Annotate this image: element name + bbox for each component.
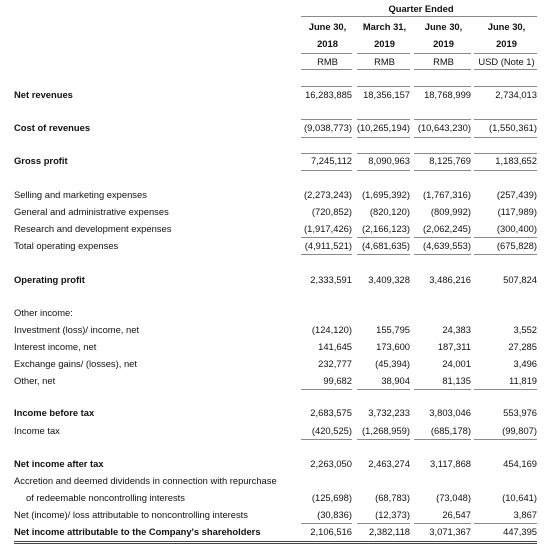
row-value: (1,767,316) <box>423 189 471 200</box>
row-value: 99,682 <box>323 375 352 386</box>
column-rule <box>414 237 471 238</box>
column-rule <box>474 254 537 255</box>
row-value: 3,117,868 <box>429 458 471 469</box>
row-label: Cost of revenues <box>14 122 91 133</box>
row-value: (257,439) <box>496 189 537 200</box>
row-value: 553,976 <box>503 407 537 418</box>
row-value: (125,698) <box>311 492 352 503</box>
column-header-unit: RMB <box>433 56 454 67</box>
column-rule <box>414 389 471 390</box>
column-header-rule <box>357 69 410 70</box>
row-value: 3,496 <box>513 358 537 369</box>
column-rule <box>357 137 410 138</box>
column-header-rule <box>301 53 352 54</box>
row-value: 8,090,963 <box>368 155 410 166</box>
row-value: 141,645 <box>318 341 352 352</box>
column-rule <box>301 389 352 390</box>
row-value: (420,525) <box>311 425 352 436</box>
row-value: (820,120) <box>369 206 410 217</box>
column-header-unit: RMB <box>374 56 395 67</box>
column-rule <box>474 170 537 171</box>
row-label: General and administrative expenses <box>14 206 169 217</box>
row-label: of redeemable noncontrolling interests <box>26 492 185 503</box>
column-rule <box>414 119 471 120</box>
row-label: Selling and marketing expenses <box>14 189 147 200</box>
row-value: (4,639,553) <box>423 240 471 251</box>
column-header-year: 2019 <box>496 38 517 49</box>
row-value: (1,695,392) <box>362 189 410 200</box>
column-header-year: 2018 <box>317 38 338 49</box>
row-value: (30,836) <box>317 509 352 520</box>
row-label: Net income after tax <box>14 458 104 469</box>
column-rule <box>474 137 537 138</box>
column-header-period: June 30, <box>487 21 526 32</box>
row-label: Interest income, net <box>14 341 97 352</box>
column-rule <box>474 86 537 87</box>
column-rule <box>301 86 352 87</box>
row-value: (68,783) <box>375 492 410 503</box>
row-value: 3,486,216 <box>429 274 471 285</box>
column-header-rule <box>357 53 410 54</box>
row-value: (300,400) <box>496 223 537 234</box>
column-rule <box>301 153 352 154</box>
table-bottom-rule <box>14 541 537 542</box>
row-value: (12,373) <box>375 509 410 520</box>
row-value: (124,120) <box>311 324 352 335</box>
row-label: Net income attributable to the Company's shareholders <box>14 526 261 537</box>
row-value: (117,989) <box>497 206 537 217</box>
row-value: 2,463,274 <box>368 458 410 469</box>
column-rule <box>357 153 410 154</box>
column-rule <box>301 119 352 120</box>
column-header-period: June 30, <box>308 21 347 32</box>
column-rule <box>414 254 471 255</box>
row-value: 2,263,050 <box>310 458 352 469</box>
row-value: (809,992) <box>430 206 471 217</box>
row-label: Exchange gains/ (losses), net <box>14 358 137 369</box>
column-rule <box>474 439 537 440</box>
column-header-period: June 30, <box>424 21 463 32</box>
row-label: Operating profit <box>14 274 85 285</box>
row-value: 8,125,769 <box>429 155 471 166</box>
column-rule <box>474 237 537 238</box>
column-rule <box>357 86 410 87</box>
column-rule <box>474 153 537 154</box>
column-rule <box>301 137 352 138</box>
row-value: (2,273,243) <box>304 189 352 200</box>
row-value: (2,166,123) <box>362 223 410 234</box>
row-value: (9,038,773) <box>304 122 352 133</box>
column-header-year: 2019 <box>374 38 395 49</box>
column-header-rule <box>474 53 537 54</box>
column-header-rule <box>474 69 537 70</box>
column-rule <box>357 119 410 120</box>
row-value: 232,777 <box>318 358 352 369</box>
column-rule <box>357 439 410 440</box>
column-rule <box>301 254 352 255</box>
row-value: (99,807) <box>502 425 537 436</box>
row-value: 173,600 <box>376 341 410 352</box>
row-value: 24,001 <box>442 358 471 369</box>
row-value: (4,911,521) <box>304 240 352 251</box>
row-value: 2,734,013 <box>495 89 537 100</box>
column-rule <box>357 389 410 390</box>
row-value: 3,803,046 <box>429 407 471 418</box>
column-rule <box>357 237 410 238</box>
row-value: 3,867 <box>513 509 537 520</box>
row-value: (720,852) <box>311 206 352 217</box>
column-rule <box>301 170 352 171</box>
row-value: 1,183,652 <box>495 155 537 166</box>
row-value: 155,795 <box>376 324 410 335</box>
row-value: (10,641) <box>502 492 537 503</box>
column-header-unit: RMB <box>317 56 338 67</box>
column-rule <box>474 389 537 390</box>
row-value: (4,681,635) <box>362 240 410 251</box>
column-header-rule <box>414 53 471 54</box>
row-value: (675,828) <box>496 240 537 251</box>
row-label: Net (income)/ loss attributable to noncontrolling interests <box>14 509 248 520</box>
row-value: (45,394) <box>375 358 410 369</box>
row-label: Gross profit <box>14 155 68 166</box>
row-value: (1,550,361) <box>489 122 537 133</box>
row-label: Income tax <box>14 425 60 436</box>
row-value: 187,311 <box>437 341 471 352</box>
column-rule <box>474 523 537 524</box>
row-value: 3,071,367 <box>429 526 471 537</box>
column-header-rule <box>414 69 471 70</box>
row-label: Accretion and deemed dividends in connection with repurchase <box>14 475 277 486</box>
row-value: 81,135 <box>442 375 471 386</box>
row-label: Other income: <box>14 307 73 318</box>
row-value: 16,283,885 <box>305 89 352 100</box>
row-value: (10,643,230) <box>417 122 471 133</box>
table-bottom-rule <box>14 543 537 544</box>
column-header-period: March 31, <box>362 21 407 32</box>
row-label: Research and development expenses <box>14 223 172 234</box>
column-rule <box>414 86 471 87</box>
column-rule <box>357 254 410 255</box>
row-value: 27,285 <box>508 341 537 352</box>
column-rule <box>414 170 471 171</box>
row-value: 2,106,516 <box>310 526 352 537</box>
row-value: 3,732,233 <box>368 407 410 418</box>
column-header-unit: USD (Note 1) <box>478 56 535 67</box>
row-value: (685,178) <box>430 425 471 436</box>
row-label: Net revenues <box>14 89 73 100</box>
row-value: 454,169 <box>503 458 537 469</box>
row-value: 2,382,118 <box>368 526 410 537</box>
header-group-label: Quarter Ended <box>388 3 454 14</box>
column-rule <box>474 119 537 120</box>
row-value: 38,904 <box>381 375 410 386</box>
column-rule <box>301 237 352 238</box>
row-label: Other, net <box>14 375 56 386</box>
column-rule <box>301 439 352 440</box>
row-value: 26,547 <box>442 509 471 520</box>
row-value: (1,917,426) <box>304 223 352 234</box>
column-rule <box>301 523 352 524</box>
row-value: (10,265,194) <box>356 122 410 133</box>
column-rule <box>414 137 471 138</box>
row-label: Total operating expenses <box>14 240 119 251</box>
column-header-year: 2019 <box>433 38 454 49</box>
row-value: 3,552 <box>513 324 537 335</box>
column-rule <box>414 153 471 154</box>
row-label: Income before tax <box>14 407 95 418</box>
row-value: 3,409,328 <box>368 274 410 285</box>
row-label: Investment (loss)/ income, net <box>14 324 140 335</box>
header-group-rule <box>301 16 537 17</box>
column-header-rule <box>301 69 352 70</box>
row-value: (2,062,245) <box>423 223 471 234</box>
column-rule <box>414 439 471 440</box>
row-value: 507,824 <box>503 274 537 285</box>
row-value: 7,245,112 <box>310 155 352 166</box>
row-value: (73,048) <box>436 492 471 503</box>
column-rule <box>357 523 410 524</box>
row-value: 2,333,591 <box>310 274 352 285</box>
row-value: 24,383 <box>442 324 471 335</box>
row-value: 18,768,999 <box>424 89 471 100</box>
row-value: 11,819 <box>509 375 537 386</box>
row-value: 18,356,157 <box>363 89 410 100</box>
row-value: 447,395 <box>503 526 537 537</box>
row-value: (1,268,959) <box>362 425 410 436</box>
column-rule <box>414 523 471 524</box>
row-value: 2,683,575 <box>310 407 352 418</box>
column-rule <box>357 170 410 171</box>
